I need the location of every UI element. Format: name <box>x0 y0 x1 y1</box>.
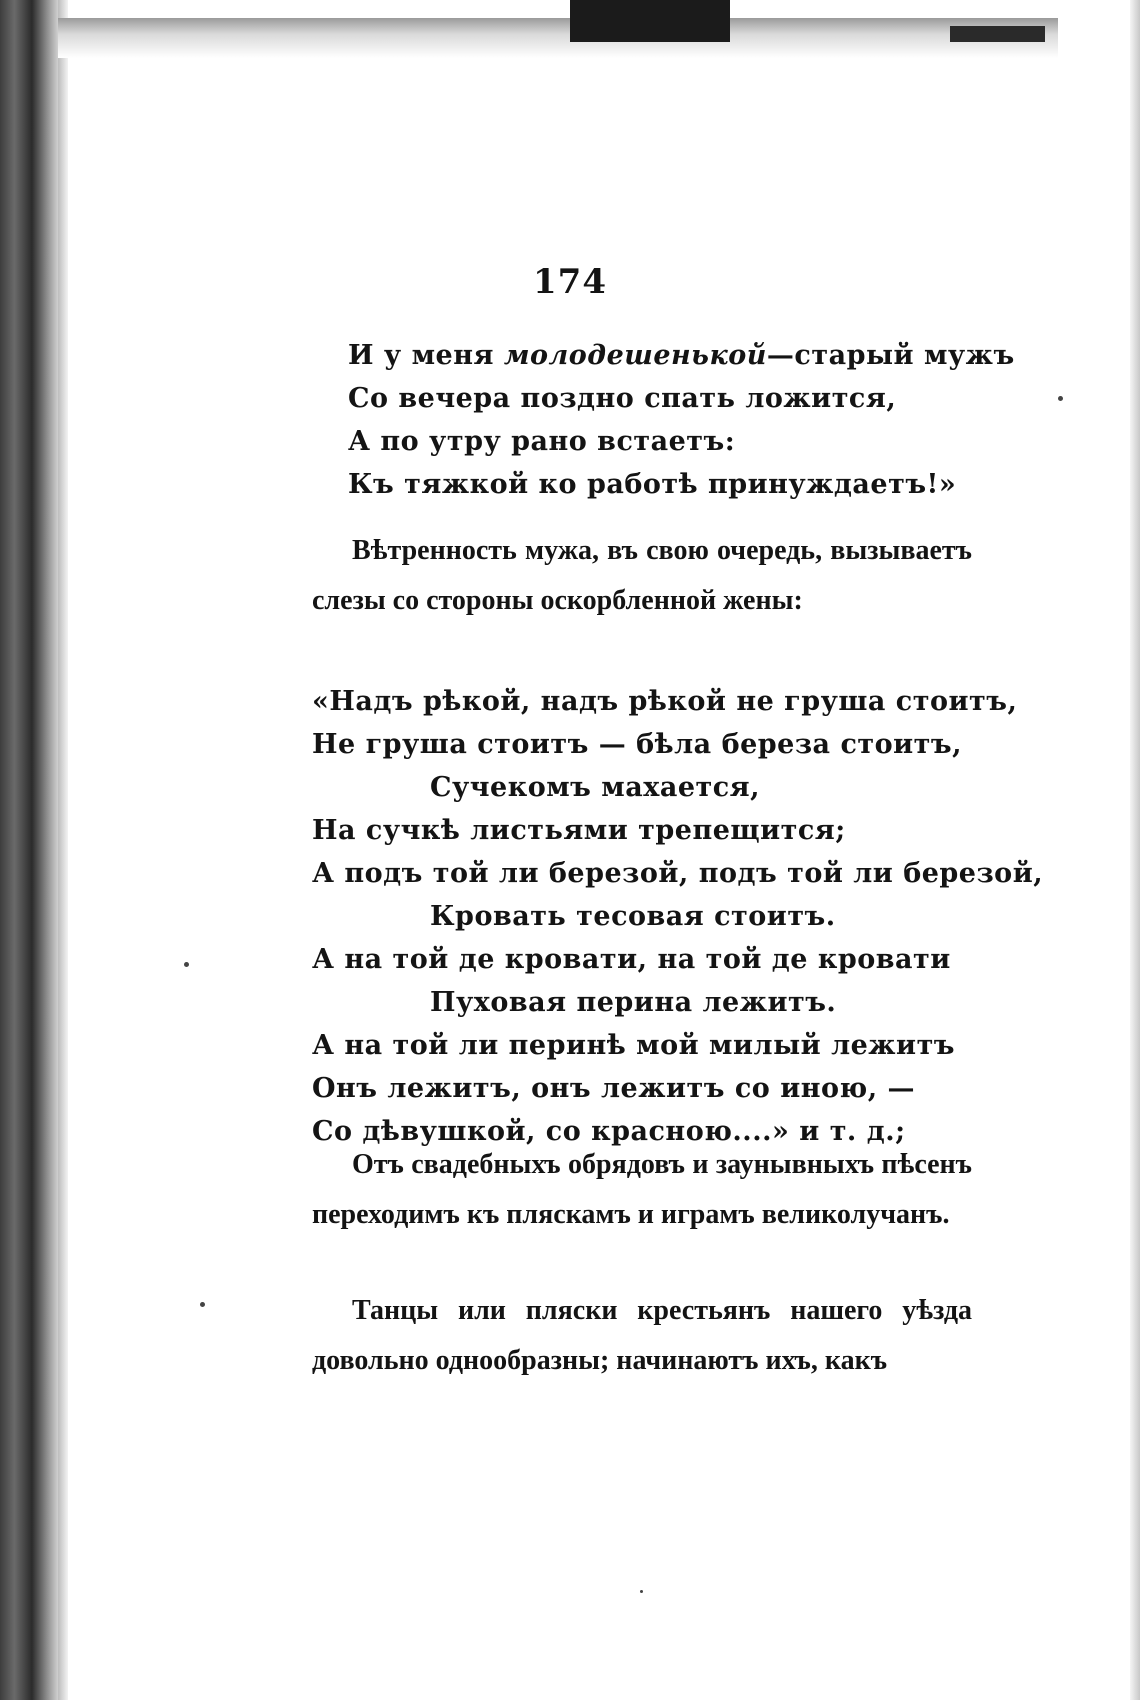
paragraph-text <box>312 1286 972 1386</box>
verse-line: Сучекомъ махается, <box>430 772 761 803</box>
verse-line: На сучкѣ листьями трепещится; <box>312 815 846 846</box>
verse-line: Онъ лежитъ, онъ лежитъ со иною, — <box>312 1073 915 1104</box>
paragraph-text <box>312 1140 972 1240</box>
verse-line-italic: молодешенькой <box>503 340 767 371</box>
top-right-mark <box>950 26 1045 42</box>
speck <box>640 1590 643 1593</box>
speck <box>200 1302 205 1307</box>
verse-line: Со вечера поздно спать ложится, <box>348 383 897 414</box>
verse-line: А на той де кровати, на той де кровати <box>312 944 951 975</box>
paragraph-1-text: Вѣтренность мужа, въ свою очередь, вызываетъ слезы со стороны оскорбленной жены: <box>312 535 972 616</box>
verse-line <box>348 334 1015 377</box>
verse-line: А подъ той ли березой, подъ той ли березой, <box>312 858 1044 889</box>
verse-line: А на той ли перинѣ мой милый лежитъ <box>312 1030 956 1061</box>
verse-line: Пуховая перина лежитъ. <box>430 987 837 1018</box>
verse-line: Со дѣвушкой, со красною....» и т. д.; <box>312 1116 906 1147</box>
verse-line-text: —старый мужъ <box>766 340 1015 371</box>
right-edge-shadow <box>1130 0 1140 1700</box>
verse-block-1 <box>348 334 1015 506</box>
verse-line: Кровать тесовая стоитъ. <box>430 901 836 932</box>
speck <box>184 962 189 967</box>
page-number: 174 <box>533 262 607 302</box>
speck <box>1058 396 1063 401</box>
top-page-shadow <box>58 18 1058 58</box>
verse-line: А по утру рано встаетъ: <box>348 426 736 457</box>
paragraph-3 <box>312 1286 972 1386</box>
verse-line: «Надъ рѣкой, надъ рѣкой не груша стоитъ, <box>312 686 1018 717</box>
paragraph-1 <box>312 526 972 626</box>
binding-edge <box>0 0 58 1700</box>
verse-line-text: И у меня <box>348 340 504 371</box>
paragraph-2-text: Отъ свадебныхъ обрядовъ и заунывныхъ пѣсенъ переходимъ къ пляскамъ и играмъ великолучанъ. <box>312 1149 972 1230</box>
paragraph-text <box>312 526 972 626</box>
top-tab-mark <box>570 0 730 42</box>
verse-block-2 <box>312 680 1044 1153</box>
paragraph-2 <box>312 1140 972 1240</box>
verse-line: Къ тяжкой ко работѣ принуждаетъ!» <box>348 469 957 500</box>
paragraph-3-text: Танцы или пляски крестьянъ нашего уѣзда довольно однообразны; начинаютъ ихъ, какъ <box>312 1295 972 1376</box>
binding-shadow <box>58 0 68 1700</box>
verse-line: Не груша стоитъ — бѣла береза стоитъ, <box>312 729 962 760</box>
